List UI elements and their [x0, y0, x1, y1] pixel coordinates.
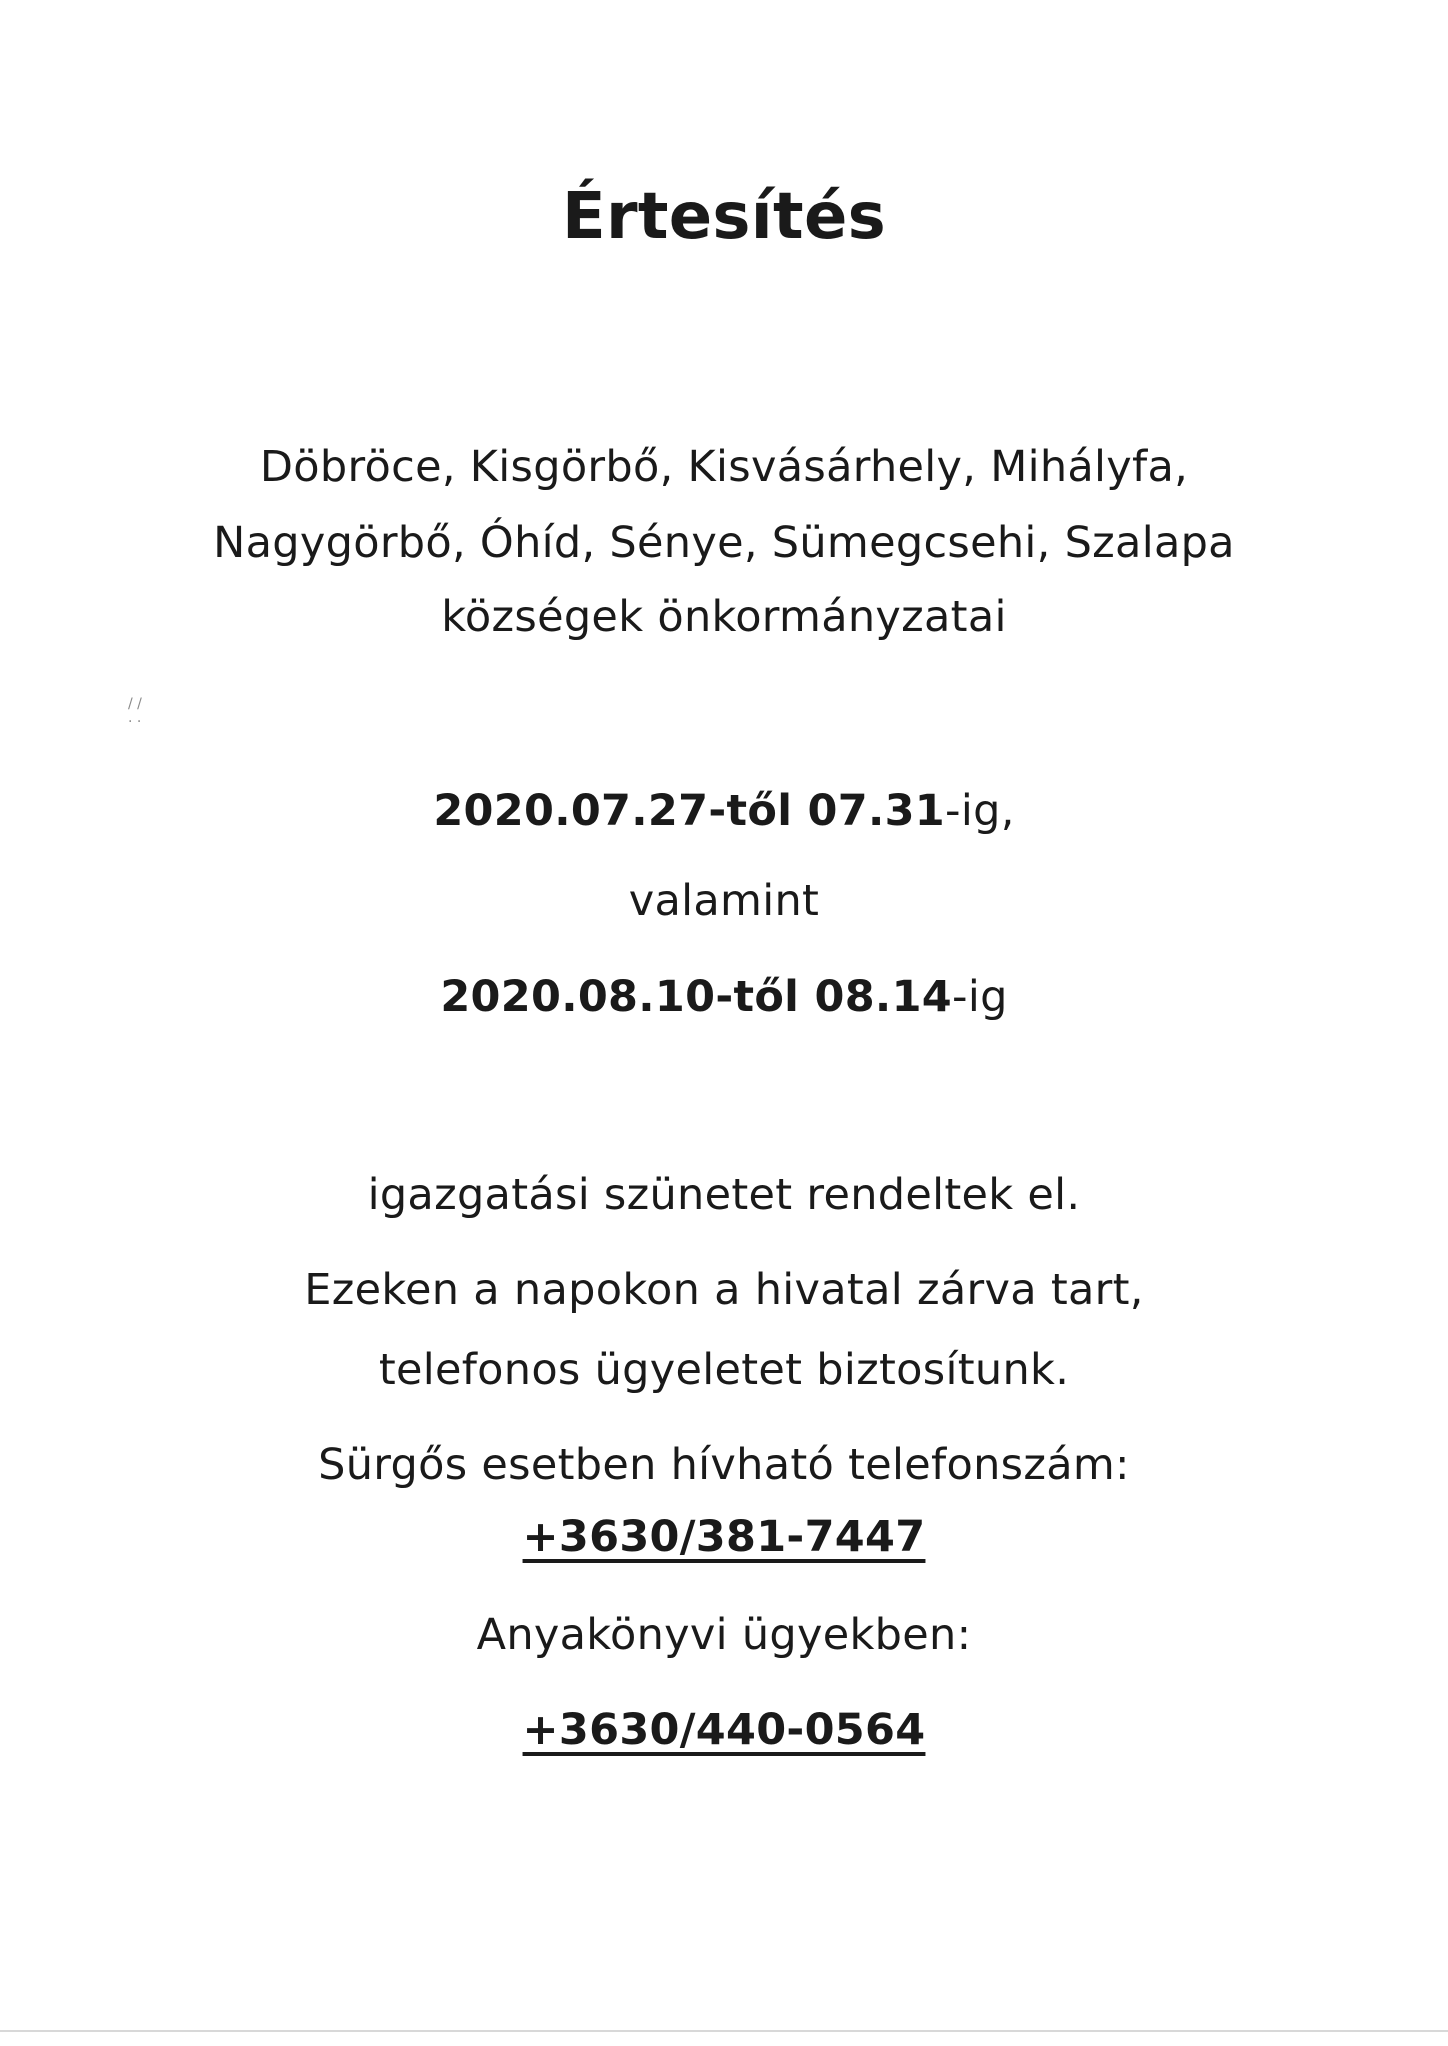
decision-text: igazgatási szünetet rendeltek el. — [367, 1170, 1081, 1220]
registry-label: Anyakönyvi ügyekben: — [476, 1610, 972, 1660]
connector-text: valamint — [628, 876, 820, 926]
period-1 — [0, 786, 1448, 836]
closed-line-1: Ezeken a napokon a hivatal zárva tart, — [304, 1265, 1144, 1315]
urgent-phone-line — [0, 1512, 1448, 1562]
period-2-suffix: -ig — [952, 972, 1008, 1022]
period-2-dates: 2020.08.10-től 08.14 — [440, 972, 953, 1022]
registry-phone-number: +3630/440-0564 — [522, 1705, 926, 1755]
closed-line-2: telefonos ügyeletet biztosítunk. — [378, 1345, 1070, 1395]
municipalities-line-2: Nagygörbő, Óhíd, Sénye, Sümegcsehi, Szalapa — [213, 518, 1235, 568]
scan-speck-marks: / / · · — [128, 696, 142, 730]
municipalities-line-3: községek önkormányzatai — [441, 592, 1007, 642]
period-1-dates: 2020.07.27-től 07.31 — [433, 786, 946, 836]
period-2 — [0, 972, 1448, 1022]
notice-title: Értesítés — [561, 180, 887, 254]
period-1-suffix: -ig, — [945, 786, 1015, 836]
urgent-label: Sürgős esetben hívható telefonszám: — [318, 1440, 1130, 1490]
municipalities-line-1: Döbröce, Kisgörbő, Kisvásárhely, Mihályfa, — [259, 442, 1189, 492]
urgent-phone-number: +3630/381-7447 — [522, 1512, 926, 1562]
scan-bottom-edge — [0, 2030, 1448, 2032]
registry-phone-line — [0, 1705, 1448, 1755]
